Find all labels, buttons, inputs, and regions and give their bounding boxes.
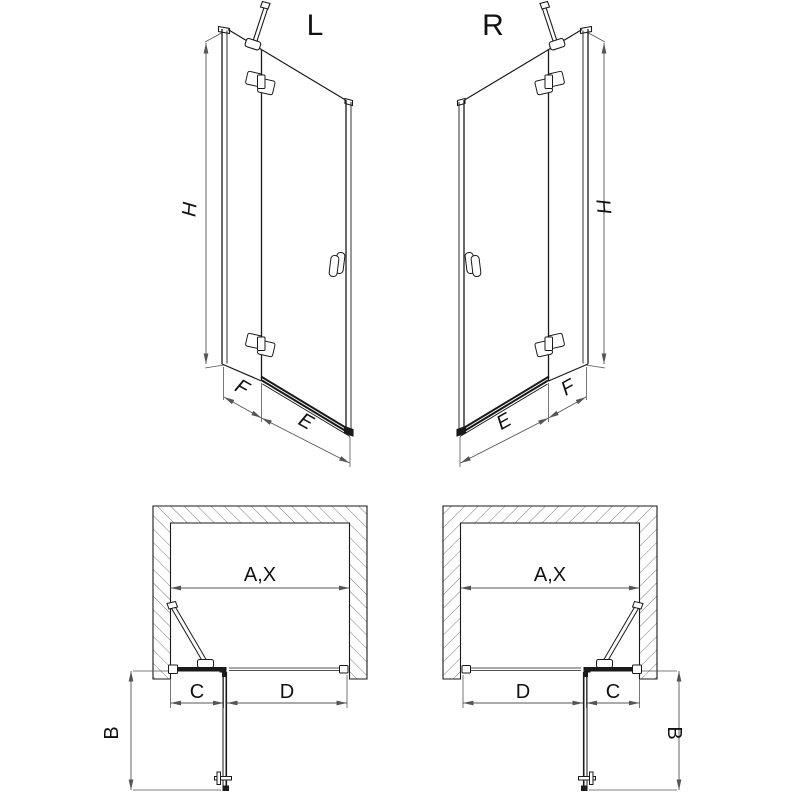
dim-label-door-d-left: D: [279, 681, 295, 703]
dim-label-height-left: H: [178, 201, 202, 218]
dim-label-panel-c-right: C: [605, 681, 621, 703]
variant-label-right: R: [482, 9, 504, 42]
dim-label-door-d-right: D: [515, 681, 531, 703]
dim-label-door-width-left: E: [294, 408, 318, 435]
wall-profile: [219, 27, 230, 365]
plan-view-right-door: [443, 506, 679, 791]
fixed-panel-plan: [169, 665, 225, 674]
dim-label-panel-c-left: C: [189, 681, 205, 703]
iso-view-left-door: [205, 2, 353, 468]
wall-section: [153, 506, 367, 679]
door-opening-line: [229, 666, 348, 674]
dim-label-depth-b-left: B: [101, 726, 123, 740]
dim-label-total-width-left: A,X: [243, 564, 277, 586]
lower-hinge: [245, 333, 275, 357]
open-door-plan: [215, 667, 232, 791]
dim-label-door-width-right: E: [492, 408, 516, 435]
door-handle: [329, 252, 345, 277]
support-bar-plan: [167, 602, 214, 668]
variant-label-left: L: [306, 9, 324, 42]
plan-view-left-door: [131, 506, 367, 791]
dim-label-fixed-width-right: F: [557, 375, 579, 401]
iso-view-right-door: [457, 2, 605, 468]
upper-hinge: [245, 71, 275, 95]
dim-label-depth-b-right: B: [663, 726, 685, 740]
dim-label-total-width-right: A,X: [533, 564, 567, 586]
support-bar: [244, 2, 270, 51]
dim-label-fixed-width-left: F: [231, 375, 253, 401]
dim-label-height-right: H: [591, 198, 615, 215]
